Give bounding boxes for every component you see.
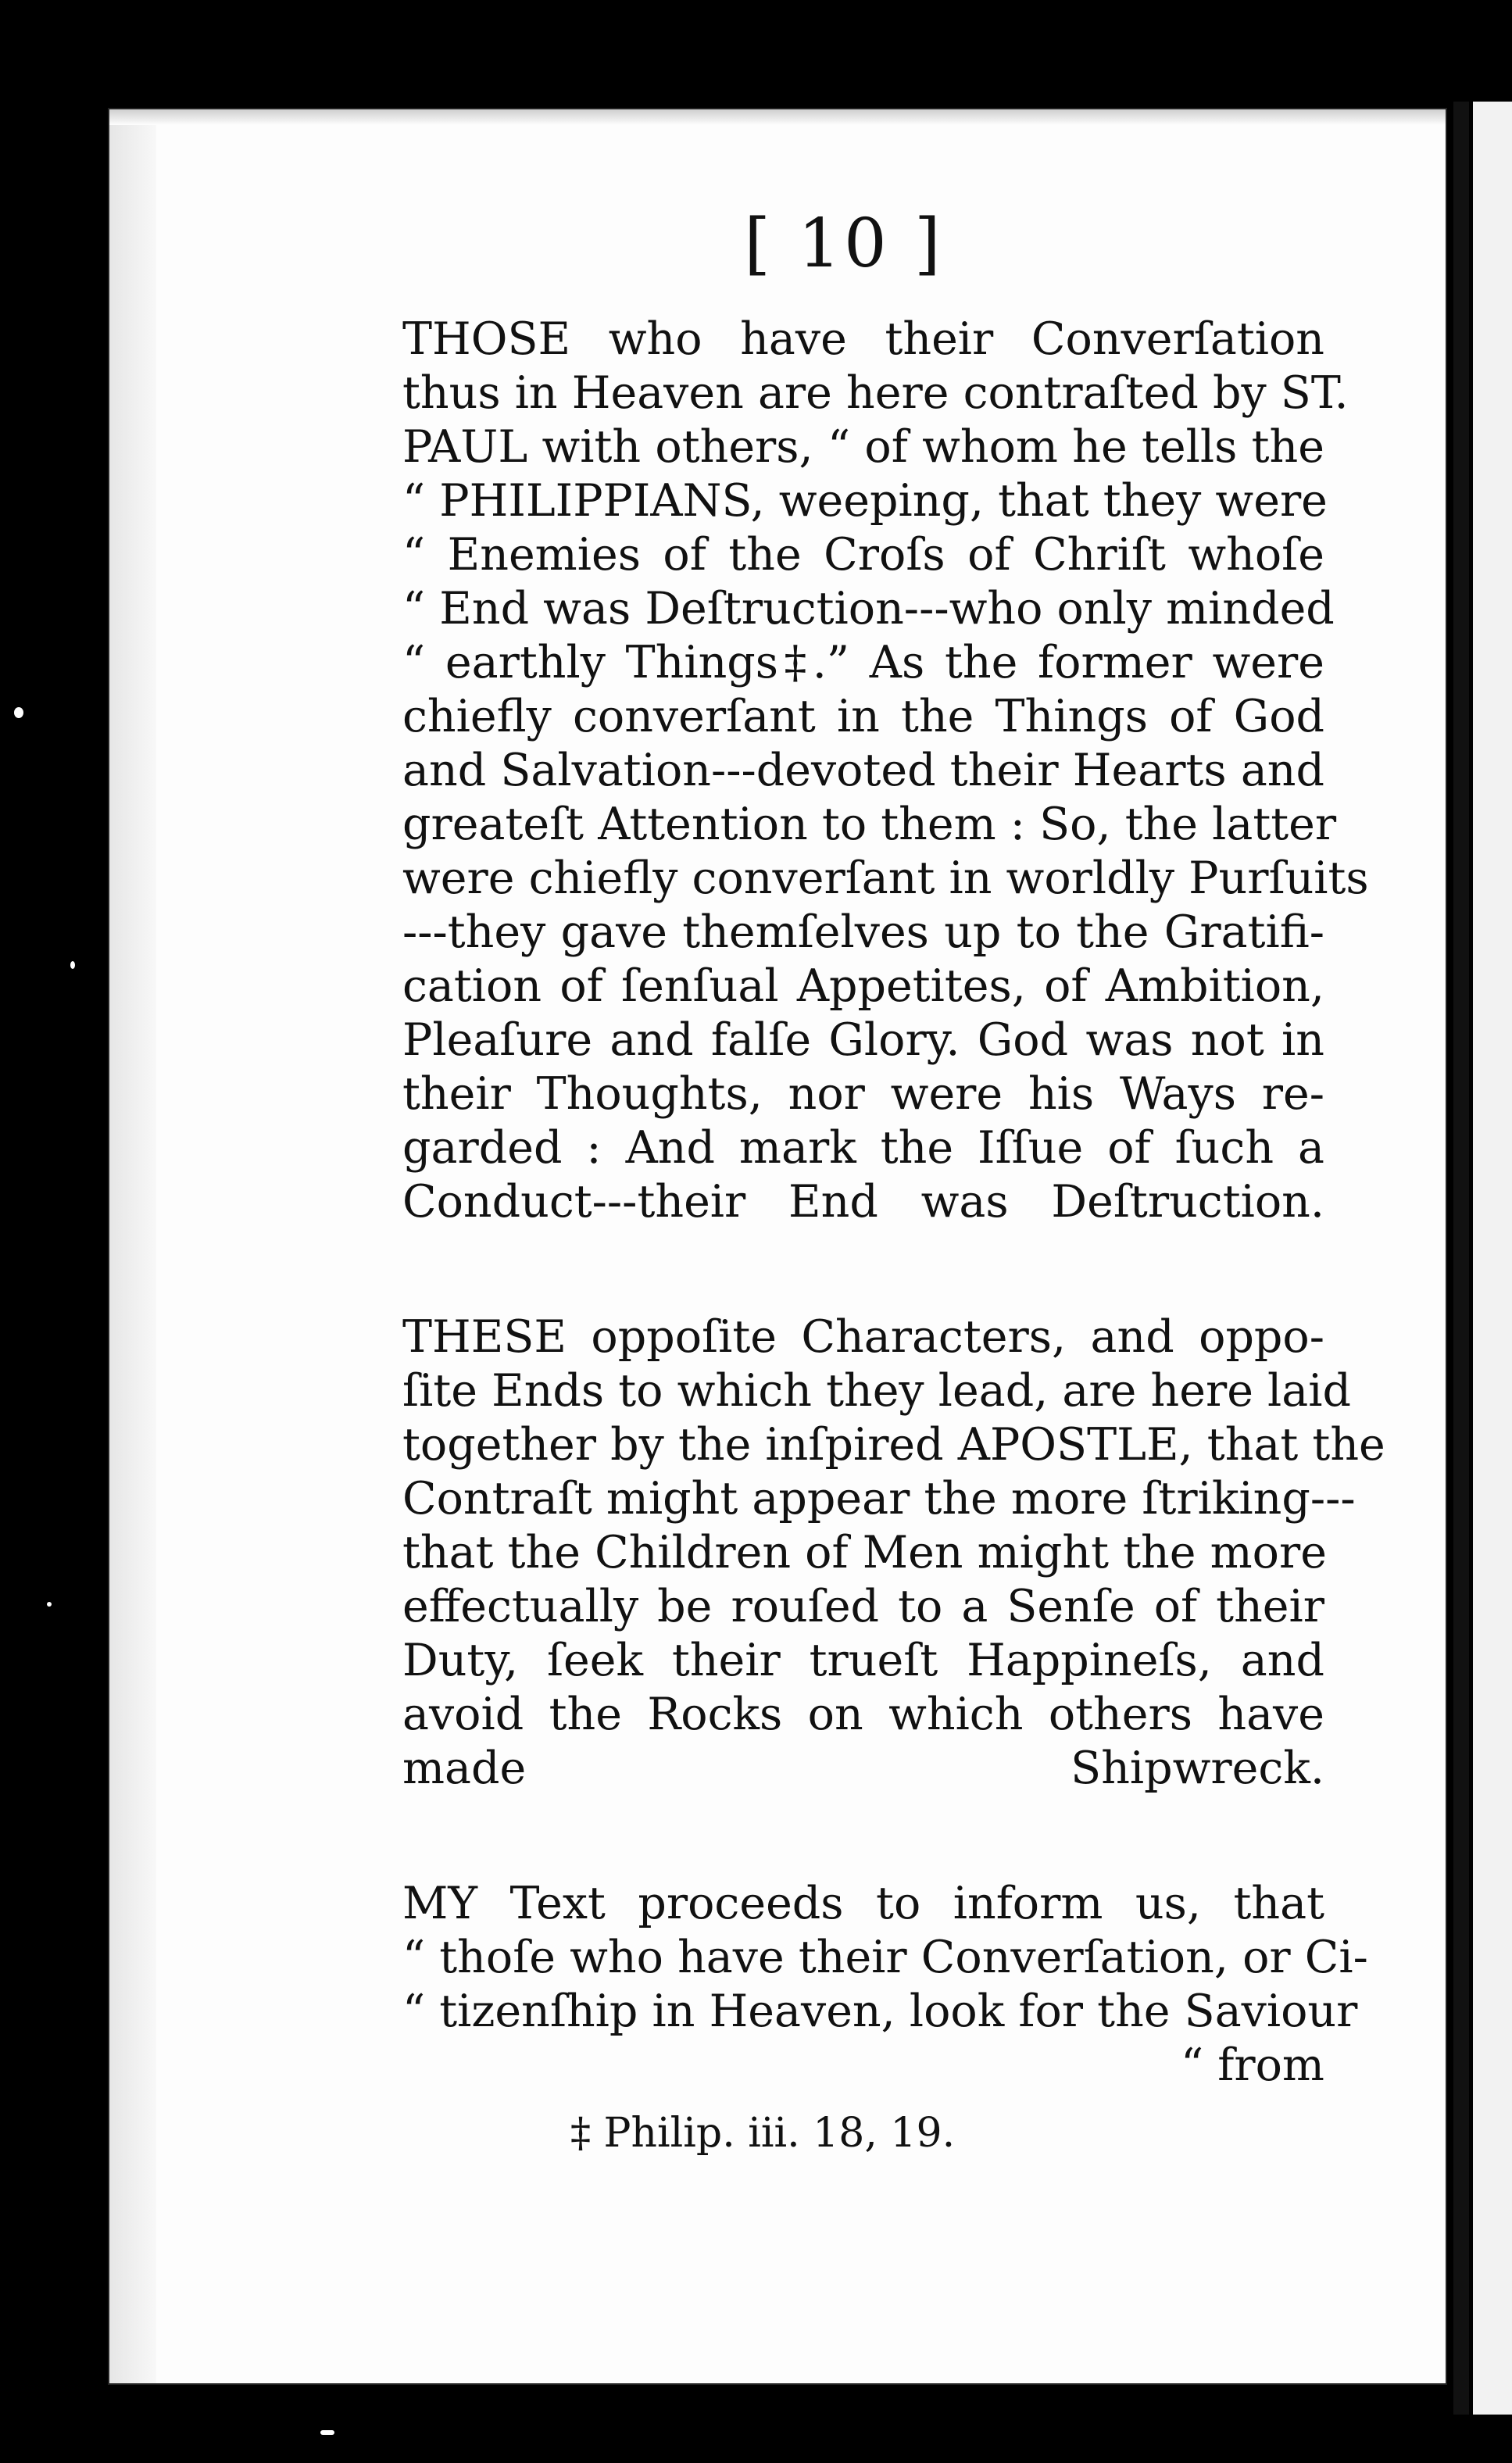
text-line: their Thoughts, nor were his Ways re- [402,1068,1324,1120]
scan-speck [70,961,75,969]
paragraph-2 [402,1310,1385,1796]
text-line: made Shipwreck. [402,1743,1324,1794]
text-line: “ End was Deſtruction---who only minded [402,583,1335,635]
text-line: greateſt Attention to them : So, the latter [402,799,1337,850]
paragraph-1 [402,313,1369,1229]
text-line: that the Children of Men might the more [402,1527,1327,1578]
text-line: “ PHILIPPIANS, weeping, that they were [402,475,1328,527]
text-line: “ tizenſhip in Heaven, look for the Saviour [402,1986,1358,2037]
text-line: and Salvation---devoted their Hearts and [402,745,1324,796]
next-page-edge [1473,102,1512,2415]
text-line: garded : And mark the Iſſue of ſuch a [402,1122,1324,1174]
text-line: thus in Heaven are here contraſted by ST. [402,367,1349,419]
catchword: “ from [1181,2039,1324,2091]
text-line: “ earthly Things‡.” As the former were [402,637,1324,688]
text-line: avoid the Rocks on which others have [402,1689,1324,1740]
paragraph-3 [402,1877,1368,2039]
text-line: ---they gave themſelves up to the Gratifi- [402,906,1324,958]
text-line: Pleaſure and falſe Glory. God was not in [402,1014,1324,1066]
text-line: “ thoſe who have their Converſation, or Ci- [402,1932,1368,1983]
text-line: Conduct---their End was Deſtruction. [402,1176,1324,1228]
text-line: THESE oppoſite Characters, and oppo- [402,1311,1324,1363]
text-line: ſite Ends to which they lead, are here laid [402,1365,1351,1417]
page-spine-shadow [1453,102,1469,2415]
text-line: Duty, ſeek their trueſt Happineſs, and [402,1635,1324,1686]
scan-speck [320,2430,334,2435]
page-number-header: [ 10 ] [744,205,944,283]
text-line: together by the inſpired APOSTLE, that the [402,1419,1385,1471]
page-top-edge [109,109,1446,125]
text-line: Contraſt might appear the more ſtriking--- [402,1473,1356,1525]
text-line: chiefly converſant in the Things of God [402,691,1324,742]
page-gutter-shadow [109,109,156,2383]
text-line: were chiefly converſant in worldly Purſuits [402,853,1369,904]
text-line: “ Enemies of the Croſs of Chriſt whoſe [402,529,1324,581]
scan-speck [14,707,23,718]
footnote: ‡ Philip. iii. 18, 19. [570,2110,956,2157]
text-line: effectually be rouſed to a Senſe of their [402,1581,1324,1632]
text-line: THOSE who have their Converſation [402,313,1324,365]
text-line: PAUL with others, “ of whom he tells the [402,421,1324,473]
scan-speck [47,1602,52,1607]
text-line: cation of ſenſual Appetites, of Ambition, [402,960,1324,1012]
body-text [402,313,1385,2093]
text-line: MY Text proceeds to inform us, that [402,1878,1324,1929]
